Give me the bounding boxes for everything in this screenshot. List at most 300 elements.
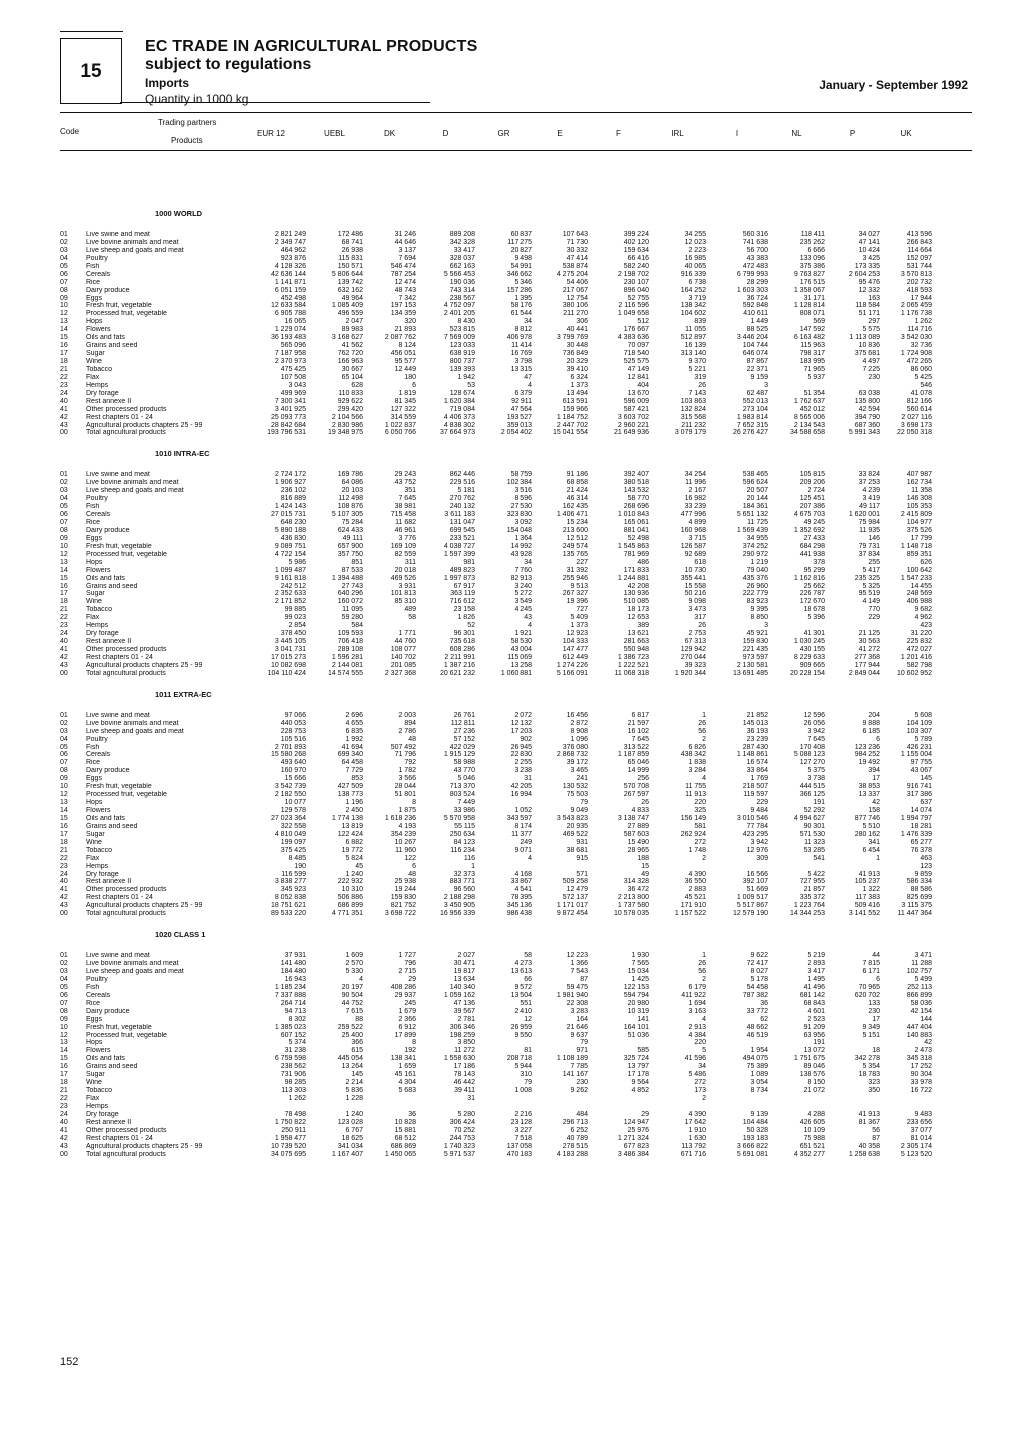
value-cell: 1 762 637: [793, 397, 825, 405]
value-cell: 587 603: [623, 830, 649, 838]
value-cell: 30 332: [566, 246, 588, 254]
value-cell: 406 988: [906, 598, 932, 606]
value-cell: 46 442: [453, 1079, 475, 1087]
value-cell: 130 936: [623, 590, 649, 598]
value-cell: 11 272: [454, 1047, 475, 1055]
value-cell: 1 322: [862, 886, 880, 894]
value-cell: 411 922: [681, 991, 706, 999]
value-cell: 104 110 424: [267, 669, 306, 677]
value-cell: 1 229 074: [274, 326, 306, 334]
value-cell: 6 759 598: [274, 1055, 306, 1063]
value-cell: 5 046: [457, 775, 475, 783]
value-cell: [416, 1103, 475, 1111]
value-cell: 9 071: [514, 846, 532, 854]
value-cell: 11 960: [395, 846, 416, 854]
value-cell: 115 963: [800, 342, 825, 350]
value-cell: 299 420: [337, 405, 363, 413]
value-cell: 8 027: [750, 968, 768, 975]
value-cell: 12 479: [566, 886, 588, 894]
value-cell: 4 771 351: [331, 910, 363, 918]
value-cell: 612 449: [562, 653, 588, 661]
value-cell: 146 308: [906, 495, 932, 503]
value-cell: 5 683: [398, 1087, 416, 1095]
value-cell: 95 577: [394, 358, 416, 365]
table-row: [60, 567, 972, 575]
product-name: Agricultural products chapters 25 - 99: [86, 421, 203, 429]
value-cell: 6 454: [862, 846, 880, 854]
value-cell: 39 567: [453, 1007, 475, 1015]
value-cell: 18 625: [341, 1134, 363, 1142]
value-cell: 13 072: [803, 1047, 825, 1055]
value-cell: 615: [351, 1047, 363, 1055]
value-cell: 118 411: [800, 231, 825, 238]
value-cell: 3 137: [398, 246, 416, 254]
value-cell: 252 113: [907, 983, 932, 991]
value-cell: 341: [868, 838, 880, 846]
product-code: 41: [60, 646, 68, 653]
product-code: 13: [60, 318, 68, 326]
value-cell: 26: [641, 799, 649, 807]
value-cell: 75 984: [858, 519, 880, 526]
value-cell: 44 752: [341, 999, 363, 1007]
value-cell: 86 060: [910, 365, 932, 373]
value-cell: 79: [580, 1039, 588, 1047]
product-name: Live bovine animals and meat: [86, 479, 179, 487]
value-cell: 150 571: [337, 262, 363, 270]
value-cell: 108 876: [337, 503, 363, 511]
value-cell: 12 132: [510, 719, 532, 727]
value-cell: 12 579 190: [732, 910, 768, 918]
value-cell: 306: [576, 318, 588, 326]
value-cell: 1 171 017: [556, 902, 588, 910]
value-cell: 28 044: [394, 783, 416, 791]
value-cell: 569: [813, 318, 825, 326]
value-cell: 525 575: [623, 358, 649, 365]
product-name: Dry forage: [86, 389, 119, 397]
product-name: Wine: [86, 838, 102, 846]
product-name: Hops: [86, 558, 103, 566]
value-cell: 686 869: [390, 1142, 416, 1150]
product-code: 03: [60, 487, 68, 495]
table-row: [60, 992, 972, 1000]
value-cell: 1 750 822: [274, 1118, 306, 1126]
value-cell: 3 931: [398, 582, 416, 590]
table-row: [60, 479, 972, 487]
value-cell: 1: [876, 854, 880, 862]
value-cell: 4 288: [807, 1110, 825, 1118]
value-cell: 233 521: [449, 534, 475, 542]
value-cell: [475, 1103, 532, 1111]
value-cell: 297: [868, 318, 880, 326]
value-cell: 105 815: [799, 471, 825, 479]
product-code: 07: [60, 519, 68, 526]
value-cell: 159 966: [562, 405, 588, 413]
value-cell: 632 162: [337, 286, 363, 294]
product-code: 02: [60, 960, 68, 968]
value-cell: 160 970: [280, 767, 306, 775]
value-cell: 2 913: [688, 1023, 706, 1031]
value-cell: 22 830: [510, 751, 532, 759]
value-cell: 165 061: [623, 519, 649, 526]
value-cell: 8 596: [514, 495, 532, 503]
value-cell: 78 143: [453, 1071, 475, 1079]
value-cell: 441 938: [799, 550, 825, 558]
value-cell: 1 740 323: [443, 1142, 475, 1150]
product-code: 12: [60, 310, 68, 318]
value-cell: 426 231: [906, 743, 932, 751]
value-cell: 4 962: [914, 614, 932, 622]
value-cell: 489: [404, 606, 416, 614]
product-name: Rest annexe II: [86, 638, 132, 646]
value-cell: 731 906: [280, 1071, 306, 1079]
value-cell: 138 576: [799, 1071, 825, 1079]
value-cell: 184 480: [280, 968, 306, 975]
value-cell: 1 240: [345, 870, 363, 878]
value-cell: 26 959: [510, 1023, 532, 1031]
value-cell: 163: [868, 294, 880, 302]
value-cell: 787 254: [390, 270, 416, 278]
table-row: [60, 598, 972, 606]
value-cell: 1 022 837: [384, 421, 416, 429]
value-cell: 87 533: [341, 566, 363, 574]
table-row: [60, 543, 972, 551]
value-cell: 376 080: [562, 743, 588, 751]
value-cell: 16 985: [684, 254, 706, 262]
value-cell: 5 575: [862, 326, 880, 334]
product-code: 06: [60, 751, 68, 759]
value-cell: 323 830: [506, 511, 532, 519]
value-cell: 351: [404, 487, 416, 495]
product-code: 41: [60, 886, 68, 894]
value-cell: 15 666: [284, 775, 306, 783]
product-code: 24: [60, 630, 68, 638]
value-cell: 6 882: [345, 838, 363, 846]
value-cell: 8 150: [807, 1079, 825, 1087]
value-cell: 5 890 188: [274, 526, 306, 534]
value-cell: 67 917: [453, 582, 475, 590]
value-cell: 11 095: [342, 606, 363, 614]
value-cell: 5 651 132: [736, 511, 768, 519]
product-code: 05: [60, 743, 68, 751]
value-cell: 95 519: [858, 590, 880, 598]
value-cell: 141 167: [562, 1071, 588, 1079]
table-row: [60, 646, 972, 654]
value-cell: 68 858: [566, 479, 588, 487]
product-name: Oils and fats: [86, 1055, 125, 1063]
value-cell: 8 850: [750, 614, 768, 622]
product-code: 12: [60, 550, 68, 558]
table-row: [60, 1063, 972, 1071]
value-cell: 117 383: [855, 894, 880, 902]
value-cell: 227: [576, 558, 588, 566]
value-cell: 13 691 485: [732, 669, 768, 677]
value-cell: 33 824: [858, 471, 880, 479]
value-cell: 5 836: [345, 1087, 363, 1095]
value-cell: 3 543 823: [556, 814, 588, 822]
value-cell: 402 120: [623, 238, 649, 246]
section-number: 15: [80, 61, 102, 82]
value-cell: 881 041: [623, 526, 649, 534]
table-row: [60, 622, 972, 630]
table-row: [60, 847, 972, 855]
value-cell: 1 395: [514, 294, 532, 302]
value-cell: 81: [524, 1047, 532, 1055]
value-cell: 916 741: [906, 783, 932, 791]
product-name: Hemps: [86, 381, 109, 389]
value-cell: 26: [698, 960, 706, 968]
value-cell: 45 161: [394, 1071, 416, 1079]
product-code: 21: [60, 846, 68, 854]
value-cell: 110 833: [338, 389, 363, 397]
value-cell: 1 096: [570, 735, 588, 743]
value-cell: 124 947: [623, 1118, 649, 1126]
value-cell: 180: [404, 373, 416, 381]
value-cell: [706, 1095, 768, 1103]
value-cell: 1 176 738: [900, 310, 932, 318]
value-cell: 374 252: [742, 542, 768, 550]
table-row: [60, 1079, 972, 1087]
value-cell: 1 425: [631, 975, 649, 983]
value-cell: 2 849 044: [848, 669, 880, 677]
product-name: Rest chapters 01 - 24: [86, 894, 153, 902]
value-cell: 2 415 809: [900, 511, 932, 519]
value-cell: 375 526: [906, 526, 932, 534]
value-cell: 277 368: [854, 653, 880, 661]
product-name: Live swine and meat: [86, 711, 150, 719]
value-cell: 5 280: [457, 1110, 475, 1118]
value-cell: 310: [520, 1071, 532, 1079]
product-name: Fish: [86, 262, 100, 270]
value-cell: 821 752: [390, 902, 416, 910]
value-cell: 244 753: [449, 1134, 475, 1142]
value-cell: 192: [404, 1047, 416, 1055]
value-cell: 82 913: [510, 574, 532, 582]
value-cell: 406 978: [506, 334, 532, 342]
value-cell: 43 383: [746, 254, 768, 262]
value-cell: 1 958 477: [274, 1134, 306, 1142]
value-cell: 350: [868, 1087, 880, 1095]
table-row: [60, 287, 972, 295]
value-cell: 5 691 081: [736, 1150, 768, 1158]
value-cell: 646 074: [742, 350, 768, 358]
header-country: EUR 12: [256, 129, 285, 138]
product-name: Flowers: [86, 807, 111, 814]
value-cell: 41 078: [910, 389, 932, 397]
value-cell: 56: [698, 727, 706, 735]
value-cell: [825, 1095, 880, 1103]
table-row: [60, 654, 972, 662]
value-cell: 1 185 234: [274, 983, 306, 991]
value-cell: 52 292: [803, 807, 825, 814]
value-cell: 741 638: [742, 238, 768, 246]
value-cell: 1 059 162: [443, 991, 475, 999]
value-cell: 183 995: [799, 358, 825, 365]
value-cell: 596 624: [742, 479, 768, 487]
value-cell: 640 296: [337, 590, 363, 598]
value-cell: 43 928: [510, 550, 532, 558]
value-cell: 713 370: [449, 783, 475, 791]
value-cell: [588, 1039, 649, 1047]
value-cell: 13 264: [341, 1063, 363, 1071]
value-cell: 3 719: [688, 294, 706, 302]
value-cell: 90 504: [341, 991, 363, 999]
product-code: 17: [60, 830, 68, 838]
value-cell: 1 394 488: [331, 574, 363, 582]
value-cell: 54 458: [746, 983, 768, 991]
value-cell: 5 937: [807, 373, 825, 381]
value-cell: [363, 1103, 416, 1111]
value-cell: 56: [698, 968, 706, 975]
product-name: Hemps: [86, 1102, 109, 1110]
value-cell: 15: [641, 862, 649, 870]
value-cell: 229: [868, 614, 880, 622]
value-cell: 160 968: [680, 526, 706, 534]
product-code: 09: [60, 534, 68, 542]
value-cell: 2 134 543: [793, 421, 825, 429]
value-cell: 104 602: [680, 310, 706, 318]
value-cell: 16 574: [746, 759, 768, 767]
value-cell: 8 734: [750, 1087, 768, 1095]
value-cell: 657 900: [337, 542, 363, 550]
value-cell: 637: [920, 799, 932, 807]
product-name: Flax: [86, 373, 100, 381]
product-code: 07: [60, 999, 68, 1007]
value-cell: 230: [576, 1079, 588, 1087]
value-cell: [825, 1039, 880, 1047]
value-cell: 50 216: [684, 590, 706, 598]
value-cell: 314 328: [623, 878, 649, 886]
header-code: Code: [60, 127, 80, 136]
value-cell: 2 872: [570, 719, 588, 727]
value-cell: 52 498: [627, 534, 649, 542]
value-cell: 92 911: [511, 397, 532, 405]
value-cell: 14 999: [627, 767, 649, 775]
value-cell: 699 545: [449, 526, 475, 534]
product-name: Processed fruit, vegetable: [86, 1031, 167, 1039]
value-cell: 1 782: [398, 767, 416, 775]
table-row: [60, 1095, 972, 1103]
table-row: [60, 374, 972, 382]
value-cell: 4 128 326: [274, 262, 306, 270]
value-cell: 3 542 739: [274, 783, 306, 791]
value-cell: 1 157 522: [674, 910, 706, 918]
value-cell: 26 056: [803, 719, 825, 727]
value-cell: 264 714: [280, 999, 306, 1007]
value-cell: 166 963: [337, 358, 363, 365]
value-cell: [825, 1103, 880, 1111]
table-row: [60, 736, 972, 744]
value-cell: 9 098: [688, 598, 706, 606]
value-cell: 184 361: [742, 503, 768, 511]
value-cell: 2 370 973: [274, 358, 306, 365]
product-name: Hops: [86, 318, 103, 326]
value-cell: 1 148 861: [736, 751, 768, 759]
value-cell: 4 838 302: [443, 421, 475, 429]
table-row: [60, 638, 972, 646]
value-cell: 394: [868, 767, 880, 775]
value-cell: 41 272: [858, 646, 880, 653]
value-cell: 8 908: [570, 727, 588, 735]
product-name: Cereals: [86, 751, 111, 759]
value-cell: 1 618 236: [384, 814, 416, 822]
product-name: Hemps: [86, 622, 109, 630]
value-cell: 9 139: [750, 1110, 768, 1118]
value-cell: 4 273: [514, 960, 532, 968]
value-cell: 1 424 143: [274, 503, 306, 511]
table-row: [60, 712, 972, 720]
value-cell: 211 232: [681, 421, 706, 429]
product-code: 01: [60, 471, 68, 479]
value-cell: 2 701 893: [274, 743, 306, 751]
product-code: 15: [60, 814, 68, 822]
value-cell: 8 812: [514, 326, 532, 334]
value-cell: 16 956 339: [439, 910, 475, 918]
value-cell: 188: [637, 854, 649, 862]
product-name: Live swine and meat: [86, 952, 150, 960]
value-cell: 23 128: [510, 1118, 532, 1126]
value-cell: 162 435: [562, 503, 588, 511]
value-cell: 592 848: [742, 302, 768, 310]
value-cell: 743 314: [449, 286, 475, 294]
value-cell: 5 510: [862, 822, 880, 830]
header-country: UEBL: [324, 129, 345, 138]
value-cell: 43 770: [453, 767, 475, 775]
product-name: Fish: [86, 743, 100, 751]
value-cell: 26 960: [746, 582, 768, 590]
value-cell: 256: [637, 775, 649, 783]
value-cell: 408 286: [390, 983, 416, 991]
value-cell: 228 753: [280, 727, 306, 735]
value-cell: 173 335: [854, 262, 880, 270]
product-name: Processed fruit, vegetable: [86, 791, 167, 799]
value-cell: 11 935: [859, 526, 880, 534]
value-cell: [649, 1103, 706, 1111]
value-cell: 1 751 675: [793, 1055, 825, 1063]
product-code: 04: [60, 975, 68, 983]
value-cell: 3 666 822: [736, 1142, 768, 1150]
value-cell: 399 224: [623, 231, 649, 238]
header-country: E: [557, 129, 563, 138]
value-cell: 28 299: [746, 278, 768, 286]
value-cell: 176 515: [799, 278, 825, 286]
value-cell: 311: [404, 558, 416, 566]
product-name: Rest annexe II: [86, 397, 132, 405]
value-cell: 1 085 409: [331, 302, 363, 310]
value-cell: 266 843: [906, 238, 932, 246]
value-cell: 1 108 189: [556, 1055, 588, 1063]
value-cell: 618: [694, 558, 706, 566]
table-row: [60, 495, 972, 503]
value-cell: 34 027: [858, 231, 880, 238]
table-row: [60, 1024, 972, 1032]
value-cell: 594 794: [623, 991, 649, 999]
value-cell: 34 255: [684, 231, 706, 238]
value-cell: 430 155: [799, 646, 825, 653]
value-cell: 45 521: [684, 894, 706, 902]
product-code: 41: [60, 1126, 68, 1134]
value-cell: 1 915 129: [443, 751, 475, 759]
value-cell: 81 014: [910, 1134, 932, 1142]
value-cell: 11 288: [911, 960, 932, 968]
value-cell: 3 283: [570, 1007, 588, 1015]
value-cell: 3 417: [807, 968, 825, 975]
value-cell: 394 790: [854, 413, 880, 421]
data-table: [60, 205, 972, 1159]
value-cell: 249: [520, 838, 532, 846]
value-cell: 156 149: [680, 814, 706, 822]
value-cell: 12: [524, 1015, 532, 1023]
value-cell: 34: [698, 1063, 706, 1071]
